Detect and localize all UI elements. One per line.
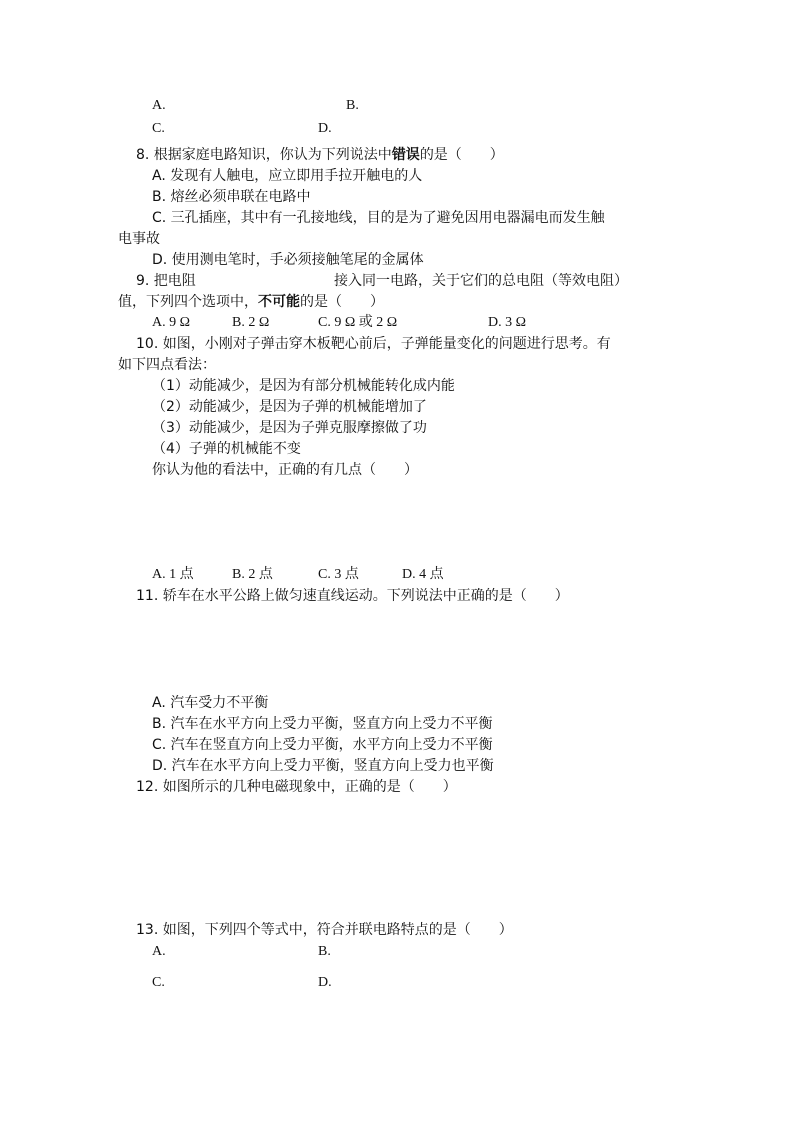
q10-stem-line2: 如下四点看法： — [118, 357, 216, 373]
q10-point-1: （1）动能减少，是因为有部分机械能转化成内能 — [152, 378, 455, 394]
q13-option-b: B. — [318, 944, 331, 959]
q8-option-a: A. 发现有人触电，应立即用手拉开触电的人 — [152, 168, 423, 184]
q8-option-c-continued: 电事故 — [118, 231, 160, 247]
q7-option-a: A. — [152, 98, 166, 113]
q8-option-b: B. 熔丝必须串联在电路中 — [152, 189, 311, 205]
q13-option-a: A. — [152, 944, 166, 959]
q9-stem-part2: 接入同一电路，关于它们的总电阻（等效电阻） — [334, 273, 628, 289]
q12-stem: 12. 如图所示的几种电磁现象中，正确的是（ ） — [136, 779, 457, 795]
q11-stem: 11. 轿车在水平公路上做匀速直线运动。下列说法中正确的是（ ） — [136, 588, 569, 604]
q10-point-3: （3）动能减少，是因为子弹克服摩擦做了功 — [152, 420, 427, 436]
q8-option-c: C. 三孔插座，其中有一孔接地线，目的是为了避免因用电器漏电而发生触 — [152, 210, 605, 226]
q13-stem: 13. 如图，下列四个等式中，符合并联电路特点的是（ ） — [136, 922, 513, 938]
q9-stem-emphasis: 不可能 — [258, 294, 300, 310]
q10-option-d: D. 4 点 — [402, 567, 444, 582]
q11-option-a: A. 汽车受力不平衡 — [152, 695, 269, 711]
q10-option-c: C. 3 点 — [318, 567, 359, 582]
q9-option-b: B. 2 Ω — [232, 315, 270, 330]
q7-option-b: B. — [346, 98, 359, 113]
q7-option-d: D. — [318, 121, 332, 136]
q10-option-a: A. 1 点 — [152, 567, 194, 582]
q13-option-c: C. — [152, 975, 165, 990]
q10-option-b: B. 2 点 — [232, 567, 273, 582]
q10-point-2: （2）动能减少，是因为子弹的机械能增加了 — [152, 399, 427, 415]
q9-stem-line2-post: 的是（ ） — [300, 294, 384, 310]
q9-option-c: C. 9 Ω 或 2 Ω — [318, 315, 398, 330]
q9-stem-line2-pre: 值，下列四个选项中， — [118, 294, 258, 310]
q8-option-d: D. 使用测电笔时，手必须接触笔尾的金属体 — [152, 252, 424, 268]
q10-stem-line1: 10. 如图，小刚对子弹击穿木板靶心前后，子弹能量变化的问题进行思考。有 — [136, 336, 611, 352]
q11-option-c: C. 汽车在竖直方向上受力平衡，水平方向上受力不平衡 — [152, 737, 493, 753]
q13-option-d: D. — [318, 975, 332, 990]
q11-option-b: B. 汽车在水平方向上受力平衡，竖直方向上受力不平衡 — [152, 716, 493, 732]
q7-option-c: C. — [152, 121, 165, 136]
q8-stem — [136, 146, 504, 164]
q9-stem-line2 — [118, 293, 384, 311]
q8-stem-post: 的是（ ） — [419, 147, 504, 163]
q10-question: 你认为他的看法中，正确的有几点（ ） — [152, 462, 418, 478]
q8-stem-pre: 8. 根据家庭电路知识，你认为下列说法中 — [136, 147, 392, 163]
q11-option-d: D. 汽车在水平方向上受力平衡，竖直方向上受力也平衡 — [152, 758, 494, 774]
q9-stem-part1: 9. 把电阻 — [136, 273, 196, 289]
q10-point-4: （4）子弹的机械能不变 — [152, 441, 301, 457]
q8-stem-emphasis: 错误 — [391, 147, 420, 163]
q9-option-a: A. 9 Ω — [152, 315, 191, 330]
q9-option-d: D. 3 Ω — [488, 315, 527, 330]
